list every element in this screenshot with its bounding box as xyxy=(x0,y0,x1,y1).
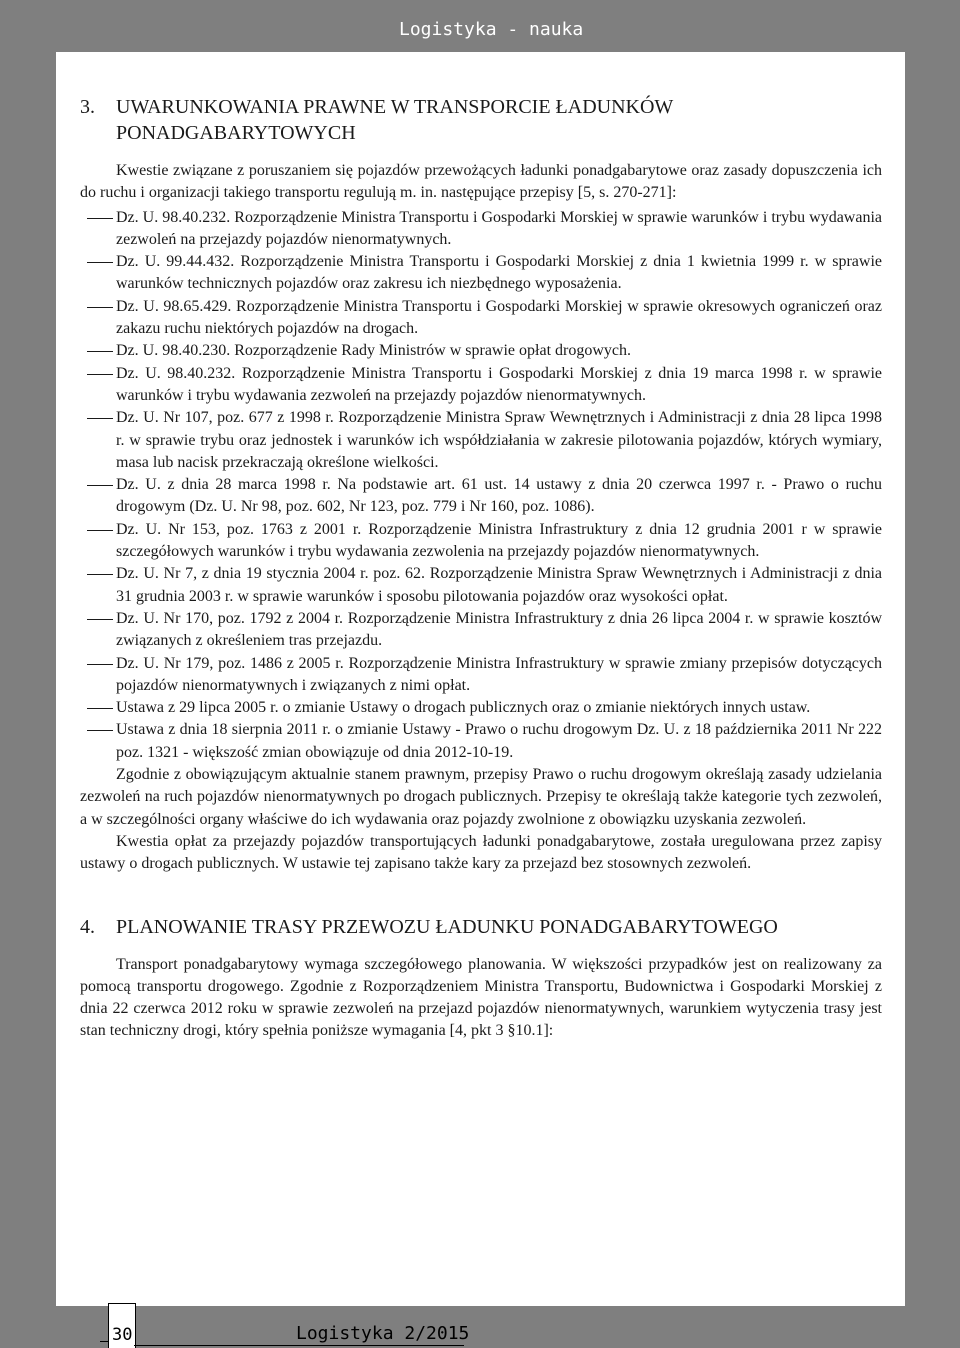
dash-bullet xyxy=(80,340,116,362)
list-item: Dz. U. Nr 107, poz. 677 z 1998 r. Rozporządzenie Ministra Spraw Wewnętrznych i Administracji z dnia 28 lipca 1998 r. w sprawie trybu oraz jednostek i warunków ich współdziałania w zakresie pilotowania pojazdów, których wymiary, masa lub nacisk przekraczają określone wielkości. xyxy=(80,407,882,474)
list-item: Dz. U. 98.40.232. Rozporządzenie Ministra Transportu i Gospodarki Morskiej w sprawie warunków i trybu wydawania zezwoleń na przejazdy pojazdów nienormatywnych. xyxy=(80,207,882,252)
list-item: Ustawa z dnia 18 sierpnia 2011 r. o zmianie Ustawy - Prawo o ruchu drogowym Dz. U. z 18 października 2011 Nr 222 poz. 1321 - większość zmian obowiązuje od dnia 2012-10-19. xyxy=(80,719,882,764)
article-body xyxy=(80,94,882,1043)
section-3-number: 3. xyxy=(80,96,95,118)
running-header xyxy=(0,19,960,40)
footer-rule-left xyxy=(100,1341,108,1342)
list-item: Dz. U. Nr 7, z dnia 19 stycznia 2004 r. poz. 62. Rozporządzenie Ministra Spraw Wewnętrznych i Administracji z dnia 31 grudnia 2003 r. w sprawie warunków i sposobu pilotowania pojazdów oraz wysokości opłat. xyxy=(80,563,882,608)
dash-bullet xyxy=(80,608,116,630)
dash-bullet xyxy=(80,207,116,229)
dash-bullet xyxy=(80,296,116,318)
regulations-list xyxy=(80,207,882,764)
footer-rule xyxy=(134,1345,464,1346)
section-4-heading xyxy=(80,914,882,940)
page-number: 30 xyxy=(112,1325,133,1345)
section-4-title: PLANOWANIE TRASY PRZEWOZU ŁADUNKU PONADGABARYTOWEGO xyxy=(116,915,778,938)
section-4-paragraph-1: Transport ponadgabarytowy wymaga szczegółowego planowania. W większości przypadków jest on realizowany za pomocą transportu drogowego. Zgodnie z Rozporządzeniem Ministra Transportu, Budownictwa i Gospodarki Morskiej z dnia 22 czerwca 2012 roku w sprawie zezwoleń na przejazd pojazdów nienormatywnych, warunkiem wytyczenia trasy jest stan techniczny drogi, który spełnia poniższe wymagania [4, pkt 3 §10.1]: xyxy=(80,955,882,1040)
list-item: Dz. U. 98.65.429. Rozporządzenie Ministra Transportu i Gospodarki Morskiej w sprawie okresowych ograniczeń oraz zakazu ruchu niektórych pojazdów na drogach. xyxy=(80,296,882,341)
dash-bullet xyxy=(80,251,116,273)
list-item: Dz. U. 98.40.230. Rozporządzenie Rady Ministrów w sprawie opłat drogowych. xyxy=(80,340,882,362)
section-3-paragraph-1: Zgodnie z obowiązującym aktualnie stanem prawnym, przepisy Prawo o ruchu drogowym określają zasady udzielania zezwoleń na ruch pojazdów nienormatywnych po drogach publicznych. Przepisy te określają także kategorie tych zezwoleń, a w szczególności organy właściwe do ich wydawania oraz pojazdy zwolnione z obowiązku uzyskania zezwoleń. xyxy=(80,766,882,828)
dash-bullet xyxy=(80,697,116,719)
section-3-title: UWARUNKOWANIA PRAWNE W TRANSPORCIE ŁADUNKÓW PONADGABARYTOWYCH xyxy=(116,96,673,144)
dash-bullet xyxy=(80,719,116,741)
section-3-heading xyxy=(80,94,882,146)
list-item: Dz. U. z dnia 28 marca 1998 r. Na podstawie art. 61 ust. 14 ustawy z dnia 20 czerwca 1997 r. - Prawo o ruchu drogowym (Dz. U. Nr 98, poz. 602, Nr 123, poz. 779 i Nr 160, poz. 1086). xyxy=(80,474,882,519)
list-item: Dz. U. Nr 153, poz. 1763 z 2001 r. Rozporządzenie Ministra Infrastruktury z dnia 12 grudnia 2001 r w sprawie szczegółowych warunków i trybu wydawania zezwolenia na przejazdy pojazdów nienormatywnych. xyxy=(80,519,882,564)
section-3-intro: Kwestie związane z poruszaniem się pojazdów przewożących ładunki ponadgabarytowe oraz zasady dopuszczenia ich do ruchu i organizacji takiego transportu regulują m. in. następujące przepisy [5, s. 270-271]: xyxy=(80,162,882,202)
list-item: Dz. U. Nr 170, poz. 1792 z 2004 r. Rozporządzenie Ministra Infrastruktury z dnia 26 lipca 2004 r. w sprawie kosztów związanych z określeniem tras przejazdu. xyxy=(80,608,882,653)
page xyxy=(56,52,905,1306)
dash-bullet xyxy=(80,519,116,541)
list-item: Dz. U. Nr 179, poz. 1486 z 2005 r. Rozporządzenie Ministra Infrastruktury w sprawie zmiany przepisów dotyczących pojazdów nienormatywnych i związanych z nimi opłat. xyxy=(80,653,882,698)
dash-bullet xyxy=(80,653,116,675)
dash-bullet xyxy=(80,474,116,496)
list-item: Dz. U. 99.44.432. Rozporządzenie Ministra Transportu i Gospodarki Morskiej z dnia 1 kwietnia 1999 r. w sprawie warunków technicznych pojazdów oraz zakresu ich niezbędnego wyposażenia. xyxy=(80,251,882,296)
journal-issue: Logistyka 2/2015 xyxy=(296,1323,470,1344)
section-4-number: 4. xyxy=(80,915,95,938)
dash-bullet xyxy=(80,407,116,429)
dash-bullet xyxy=(80,563,116,585)
header-title: Logistyka - nauka xyxy=(399,19,584,40)
section-3-paragraph-2: Kwestia opłat za przejazdy pojazdów transportujących ładunki ponadgabarytowe, została uregulowana przez zapisy ustawy o drogach publicznych. W ustawie tej zapisano także kary za przejazd bez stosownych zezwoleń. xyxy=(80,832,882,873)
dash-bullet xyxy=(80,363,116,385)
list-item: Ustawa z 29 lipca 2005 r. o zmianie Ustawy o drogach publicznych oraz o zmianie niektórych innych ustaw. xyxy=(80,697,882,719)
list-item: Dz. U. 98.40.232. Rozporządzenie Ministra Transportu i Gospodarki Morskiej z dnia 19 marca 1998 r. w sprawie warunków i trybu wydawania zezwoleń na przejazdy pojazdów nienormatywnych. xyxy=(80,363,882,408)
